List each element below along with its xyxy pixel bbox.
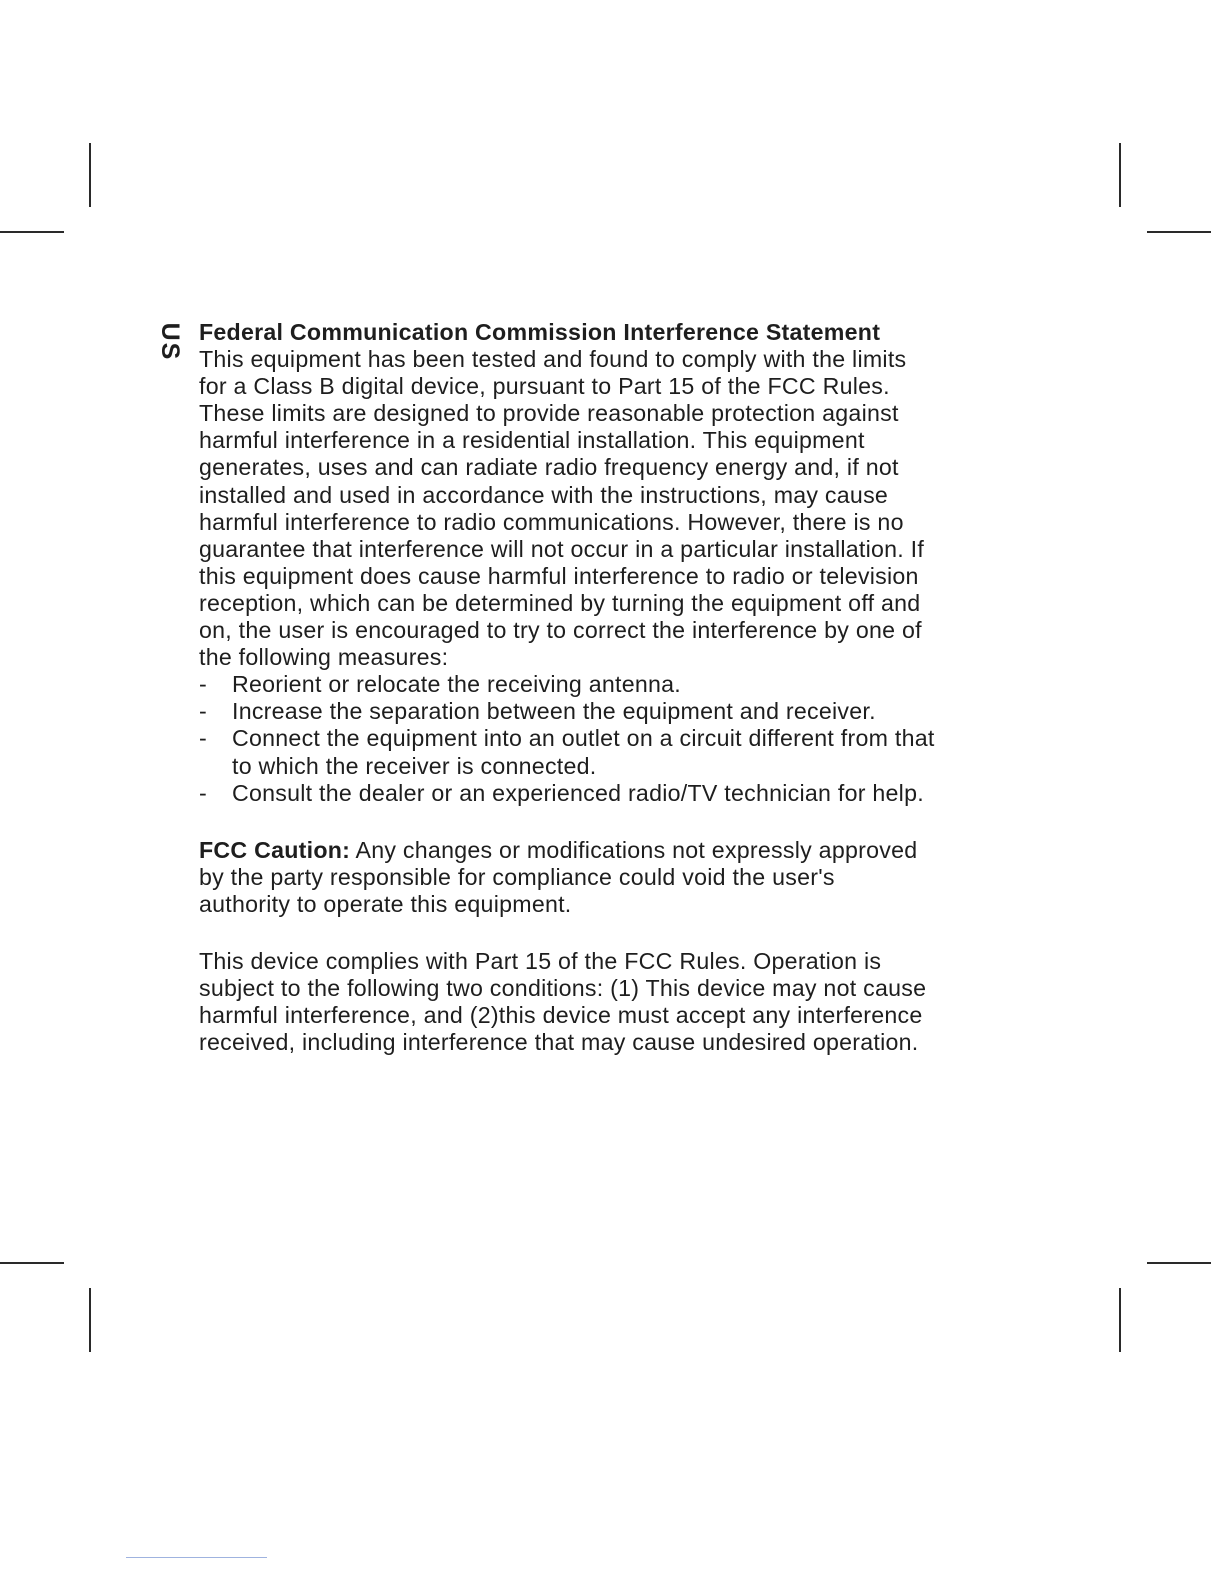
crop-mark-top-right-vertical (1119, 143, 1121, 207)
paragraph-gap (199, 918, 1029, 948)
compliance-paragraph (199, 948, 1029, 1056)
caution-line: authority to operate this equipment. (199, 890, 572, 917)
intro-line: for a Class B digital device, pursuant to Part 15 of the FCC Rules. (199, 373, 890, 400)
fcc-statement-heading: Federal Communication Commission Interference Statement (199, 319, 881, 345)
caution-line: by the party responsible for compliance could void the user's (199, 863, 835, 890)
intro-line: This equipment has been tested and found to comply with the limits (199, 346, 907, 373)
crop-mark-bottom-right-vertical (1119, 1288, 1121, 1352)
intro-line: harmful interference to radio communications. However, there is no (199, 508, 904, 535)
measures-list (199, 671, 1029, 806)
list-item (199, 725, 1029, 779)
intro-line: guarantee that interference will not occur in a particular installation. If (199, 535, 925, 562)
footer-rule (126, 1557, 267, 1558)
intro-line: on, the user is encouraged to try to correct the interference by one of (199, 617, 922, 644)
fcc-caution-paragraph (199, 837, 1029, 918)
intro-line: this equipment does cause harmful interference to radio or television (199, 562, 919, 589)
language-tab-label: US (156, 322, 185, 362)
crop-mark-top-left-horizontal (0, 231, 64, 233)
caution-line (199, 837, 1029, 864)
list-item (199, 780, 1029, 807)
intro-line: the following measures: (199, 644, 449, 671)
intro-line: reception, which can be determined by turning the equipment off and (199, 589, 921, 616)
compliance-line: harmful interference, and (2)this device must accept any interference (199, 1002, 923, 1029)
crop-mark-top-left-vertical (89, 143, 91, 207)
bullet-dash: - (199, 725, 207, 752)
fcc-statement-intro (199, 346, 1029, 671)
bullet-dash: - (199, 698, 207, 725)
crop-mark-bottom-right-horizontal (1147, 1262, 1211, 1264)
intro-line: harmful interference in a residential installation. This equipment (199, 427, 865, 454)
crop-mark-top-right-horizontal (1147, 231, 1211, 233)
measure-text: Connect the equipment into an outlet on a circuit different from that (232, 725, 935, 752)
fcc-caution-label: FCC Caution: (199, 836, 351, 863)
paragraph-gap (199, 807, 1029, 837)
intro-line: installed and used in accordance with the instructions, may cause (199, 481, 889, 508)
compliance-line: This device complies with Part 15 of the FCC Rules. Operation is (199, 947, 882, 974)
compliance-line: subject to the following two conditions: (1) This device may not cause (199, 975, 927, 1002)
compliance-line: received, including interference that may cause undesired operation. (199, 1029, 919, 1056)
list-item (199, 698, 1029, 725)
crop-mark-bottom-left-horizontal (0, 1262, 64, 1264)
list-item (199, 671, 1029, 698)
measure-text: Reorient or relocate the receiving antenna. (232, 671, 682, 698)
document-body (199, 319, 1029, 1056)
measure-text: Consult the dealer or an experienced radio/TV technician for help. (232, 779, 924, 806)
bullet-dash: - (199, 671, 207, 698)
measure-text: Increase the separation between the equipment and receiver. (232, 698, 876, 725)
crop-mark-bottom-left-vertical (89, 1288, 91, 1352)
intro-line: These limits are designed to provide reasonable protection against (199, 400, 899, 427)
intro-line: generates, uses and can radiate radio frequency energy and, if not (199, 454, 899, 481)
measure-text-continuation: to which the receiver is connected. (232, 752, 597, 779)
bullet-dash: - (199, 779, 207, 806)
caution-text: Any changes or modifications not expressly approved (350, 836, 918, 863)
